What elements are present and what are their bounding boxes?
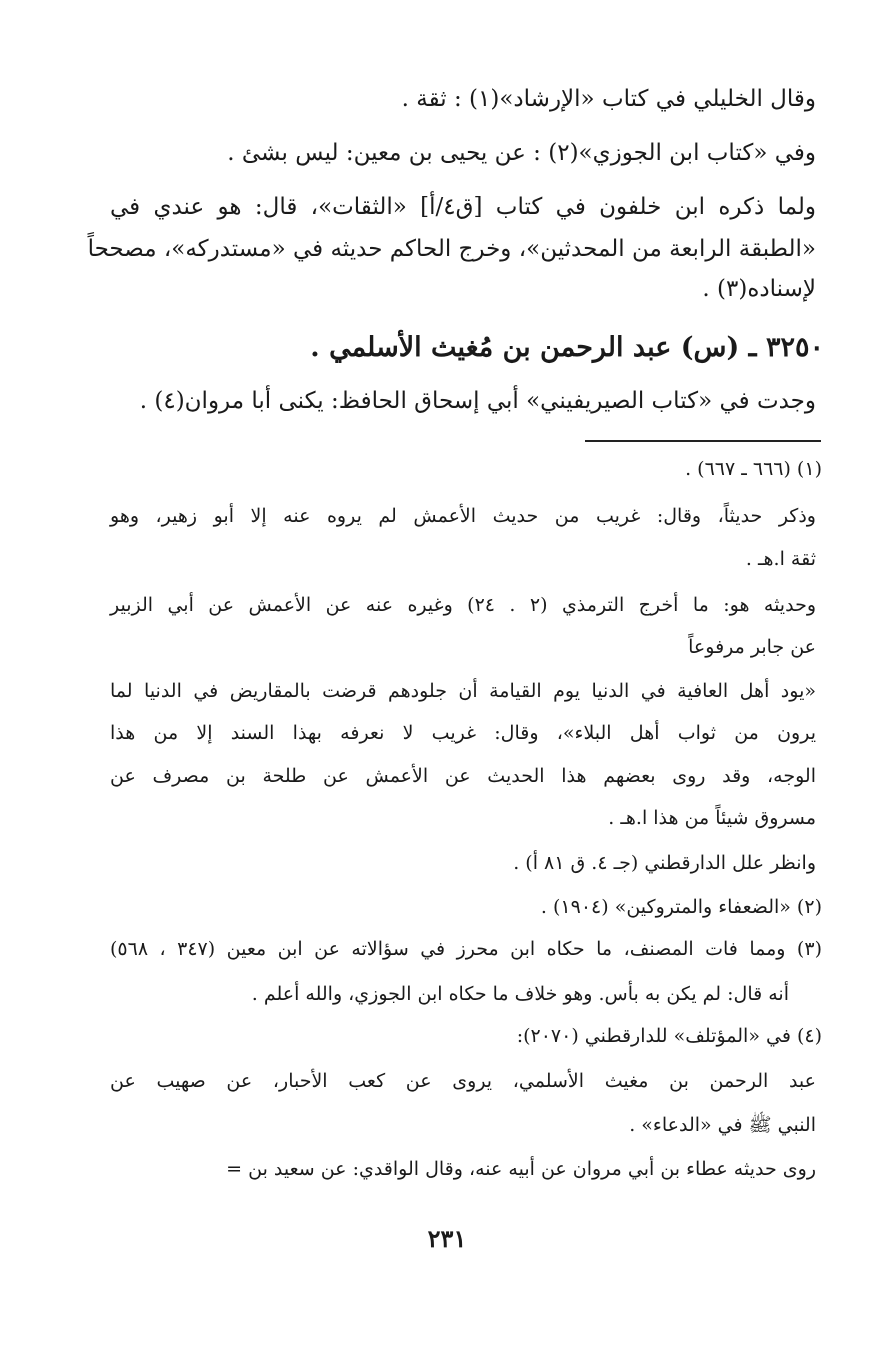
footnote-1-line-f: يرون من ثواب أهل البلاء»، وقال: غريب لا نعرفه بهذا السند إلا من هذا <box>110 722 816 744</box>
footnote-1-line-a: وذكر حديثاً، وقال: غريب من حديث الأعمش لم يروه عنه إلا أبو زهير، وهو <box>110 505 816 527</box>
footnote-4-line-b: النبي ﷺ في «الدعاء» . <box>629 1114 816 1136</box>
body-line-5: لإسناده(٣) . <box>702 276 816 302</box>
body-line-1: وقال الخليلي في كتاب «الإرشاد»(١) : ثقة . <box>401 86 816 112</box>
footnote-1-line-c: وحديثه هو: ما أخرج الترمذي (٢ . ٢٤) وغيره عنه عن الأعمش عن أبي الزبير <box>110 594 816 616</box>
footnote-1-line-b: ثقة ا.هـ . <box>745 548 816 570</box>
footnote-2: (٢) «الضعفاء والمتروكين» (١٩٠٤) . <box>540 896 822 918</box>
footnote-1-line-i: وانظر علل الدارقطني (جـ ٤. ق ٨١ أ) . <box>513 852 816 874</box>
footnote-4-line-c: روى حديثه عطاء بن أبي مروان عن أبيه عنه، وقال الواقدي: عن سعيد بن = <box>226 1158 816 1180</box>
footnote-1: (١) (٦٦٦ ـ ٦٦٧) . <box>685 458 822 480</box>
body-line-2: وفي «كتاب ابن الجوزي»(٢) : عن يحيى بن معين: ليس بشئ . <box>227 140 816 166</box>
page-number: ٢٣١ <box>427 1224 467 1253</box>
footnote-4-line-a: عبد الرحمن بن مغيث الأسلمي، يروى عن كعب الأحبار، عن صهيب عن <box>110 1070 816 1092</box>
footnote-1-line-e: «يود أهل العافية في الدنيا يوم القيامة أن جلودهم قرضت بالمقاريض في الدنيا لما <box>110 680 816 702</box>
entry-heading: ٣٢٥٠ ـ (س) عبد الرحمن بن مُغيث الأسلمي . <box>310 332 824 363</box>
footnote-1-line-g: الوجه، وقد روى بعضهم هذا الحديث عن الأعمش عن طلحة بن مصرف عن <box>110 765 816 787</box>
footnote-divider <box>585 440 821 442</box>
footnote-1-line-h: مسروق شيئاً من هذا ا.هـ . <box>608 807 816 829</box>
body-line-4: «الطبقة الرابعة من المحدثين»، وخرج الحاكم حديثه في «مستدركه»، مصححاً <box>87 236 816 262</box>
entry-text: وجدت في «كتاب الصيريفيني» أبي إسحاق الحافظ: يكنى أبا مروان(٤) . <box>139 388 816 414</box>
footnote-1-line-d: عن جابر مرفوعاً <box>688 636 816 658</box>
footnote-3: (٣) ومما فات المصنف، ما حكاه ابن محرز في سؤالاته عن ابن معين (٣٤٧ ، ٥٦٨) <box>110 938 822 960</box>
body-line-3: ولما ذكره ابن خلفون في كتاب [ق٤/أ] «الثقات»، قال: هو عندي في <box>110 194 816 220</box>
footnote-3-line-a: أنه قال: لم يكن به بأس. وهو خلاف ما حكاه ابن الجوزي، والله أعلم . <box>251 983 789 1005</box>
footnote-4: (٤) في «المؤتلف» للدارقطني (٢٠٧٠): <box>516 1025 822 1047</box>
